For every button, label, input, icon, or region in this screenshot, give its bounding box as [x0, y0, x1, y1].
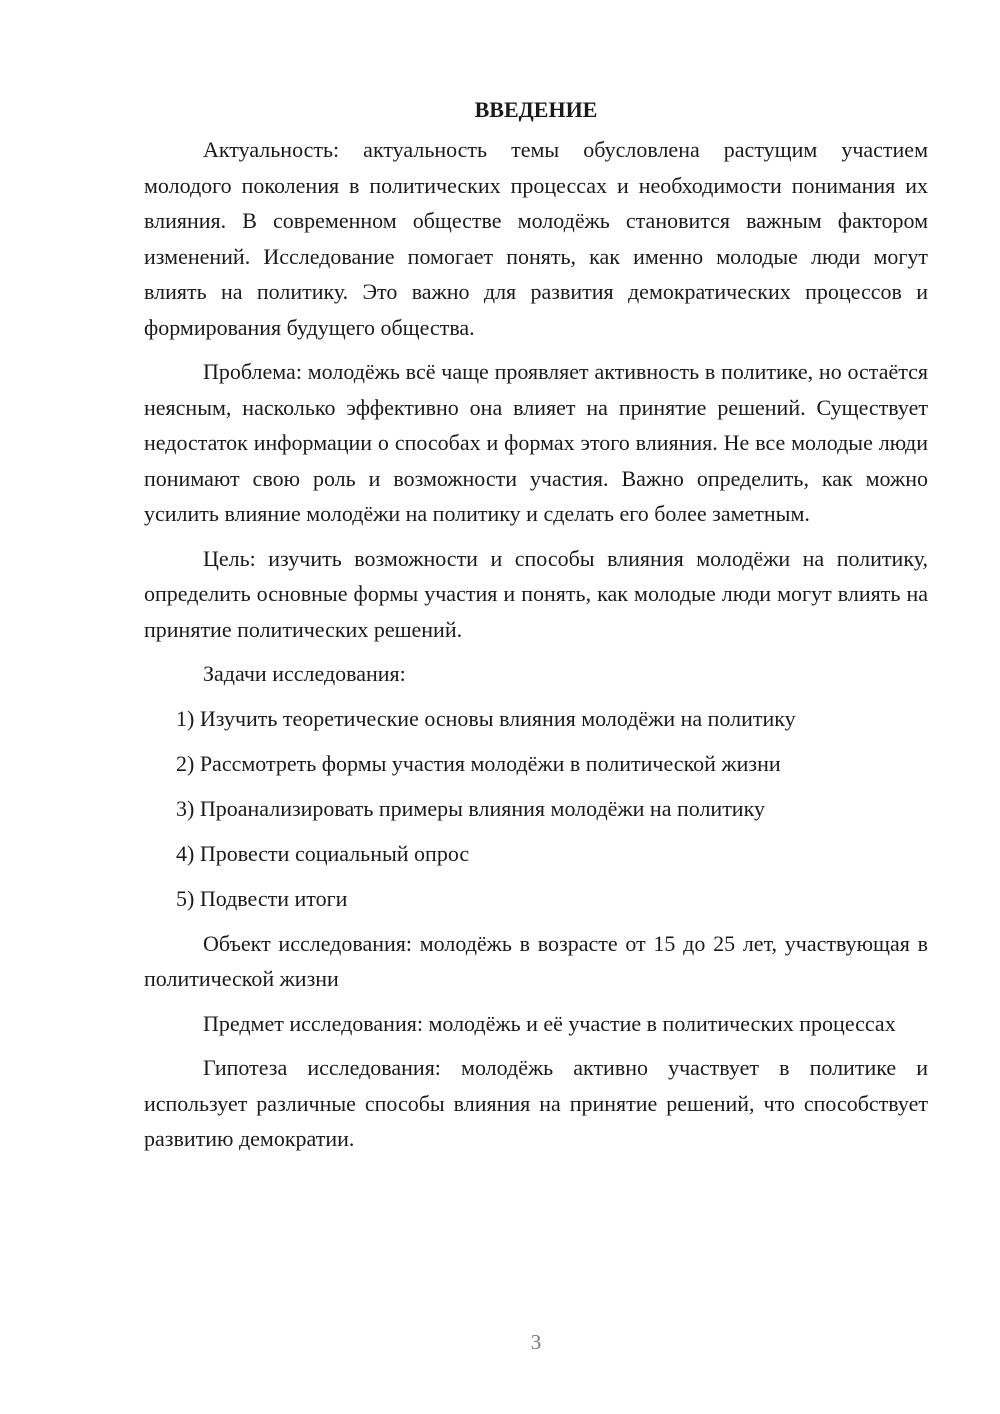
section-title: ВВЕДЕНИЕ	[474, 97, 598, 122]
task-item: 5) Подвести итоги	[176, 885, 348, 911]
task-item: 3) Проанализировать примеры влияния молодёжи на политику	[176, 795, 765, 821]
task-item: 1) Изучить теоретические основы влияния молодёжи на политику	[176, 705, 796, 731]
relevance-paragraph: Актуальность: актуальность темы обусловлена растущим участием молодого поколения в политических процессах и необходимости понимания их влияния. В современном обществе молодёжь становится важным фактором изменений. Исследование помогает понять, как именно молодые люди могут влиять на политику. Это важно для развития демократических процессов и формирования будущего общества.	[144, 137, 928, 340]
task-item: 4) Провести социальный опрос	[176, 840, 470, 866]
document-page	[144, 92, 928, 1166]
goal-paragraph: Цель: изучить возможности и способы влияния молодёжи на политику, определить основные формы участия и понять, как молодые люди могут влиять на принятие политических решений.	[144, 545, 928, 642]
task-item: 2) Рассмотреть формы участия молодёжи в политической жизни	[176, 750, 781, 776]
page-number: 3	[530, 1330, 542, 1354]
tasks-list	[144, 701, 928, 917]
tasks-heading: Задачи исследования:	[203, 661, 406, 686]
object-paragraph: Объект исследования: молодёжь в возрасте от 15 до 25 лет, участвующая в политической жизни	[144, 930, 928, 991]
problem-paragraph: Проблема: молодёжь всё чаще проявляет активность в политике, но остаётся неясным, насколько эффективно она влияет на принятие решений. Существует недостаток информации о способах и формах этого влияния. Не все молодые люди понимают свою роль и возможности участия. Важно определить, как можно усилить влияние молодёжи на политику и сделать его более заметным.	[144, 359, 928, 526]
subject-paragraph: Предмет исследования: молодёжь и её участие в политических процессах	[203, 1010, 896, 1036]
hypothesis-paragraph: Гипотеза исследования: молодёжь активно участвует в политике и использует различные способы влияния на принятие решений, что способствует развитию демократии.	[144, 1055, 928, 1151]
